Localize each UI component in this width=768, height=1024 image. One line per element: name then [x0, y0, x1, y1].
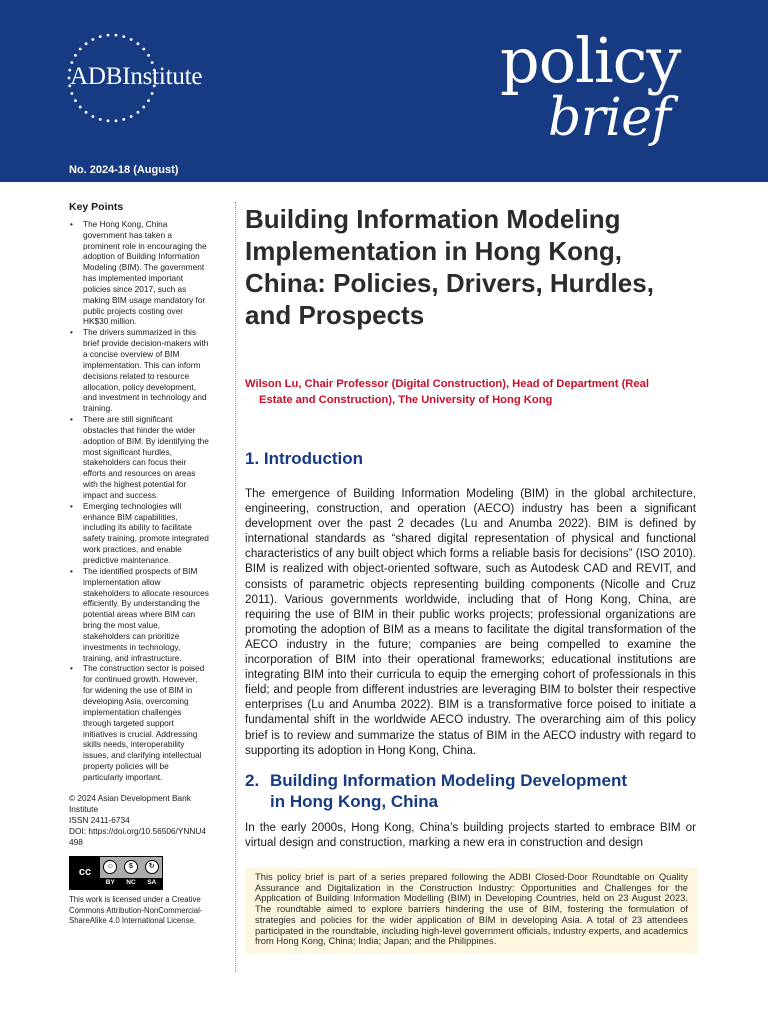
section-2-title-line1: Building Information Modeling Development — [270, 771, 627, 790]
key-point-item: • There are still significant obstacles that hinder the wider adoption of BIM. By identifying the most significant hurdles, stakeholders can focus their efforts and resources on areas with the highest potential for impact and success. — [69, 414, 209, 501]
document-title: Building Information Modeling Implementation in Hong Kong, China: Policies, Drivers, Hurdles, and Prospects — [245, 204, 654, 330]
section-2-title-line2: in Hong Kong, China — [270, 792, 439, 811]
header-banner — [0, 0, 768, 182]
logo-dot — [147, 54, 150, 57]
creative-commons-badge[interactable] — [69, 856, 163, 890]
logo-dot — [137, 111, 140, 114]
cc-license-icons — [100, 857, 162, 889]
series-note-box: This policy brief is part of a series prepared following the ADBI Closed-Door Roundtable on Quality Assurance and Digitalization in the Construction Industry: Opportunities and Challenges for the Application of Building Information Modelling (BIM) in Developing Countries, held on 23 August 2023. The roundtable aimed to explore barriers hindering the use of BIM, fostering the formulation of strategies and policies for the wider application of BIM in developing Asia. A total of 23 attendees participated in the roundtable, including high-level government officials, industry experts, and academics from Hong Kong, China; India; Japan; and the Philippines. — [245, 868, 698, 954]
cc-nc-label: NC — [126, 878, 136, 886]
key-point-item: • The Hong Kong, China government has taken a prominent role in encouraging the adoption of Building Information Modeling (BIM). The government has implemented important policies since 2017, such as making BIM usage mandatory for public projects costing over HK$30 million. — [69, 219, 209, 327]
cc-sa-label: SA — [147, 878, 157, 886]
logo-dot — [107, 34, 110, 37]
logo-dot — [147, 99, 150, 102]
attribution-person-icon: ☺ — [103, 860, 117, 874]
logo-dot — [74, 54, 77, 57]
section-2-paragraph: In the early 2000s, Hong Kong, China’s building projects started to embrace BIM or virtual design and construction, marking a new era in construction and design — [245, 821, 696, 850]
key-points-heading: Key Points — [69, 201, 124, 213]
logo-dot — [79, 48, 82, 51]
key-point-item: • The identified prospects of BIM implementation allow stakeholders to allocate resources efficiently. By understanding the potential areas where BIM can bring the most value, stakeholders can prioritize investments in technology, training, and infrastructure. — [69, 566, 209, 664]
introduction-paragraph: The emergence of Building Information Modeling (BIM) in the global architecture, engineering, construction, and operation (AECO) industry has been a significant development over the past 2 decades (Lu and Anumba 2022). BIM is defined by international standards as “shared digital representation of physical and functional characteristics of any built object which forms a reliable basis for decisions” (ISO 2010). BIM is realized with object-oriented software, such as Autodesk CAD and REVIT, and consists of parametric objects representing building components (Nicolle and Cruz 2011). Various governments worldwide, including that of Hong Kong, China, are requiring the use of BIM in their public works projects; professional organizations are promoting the adoption of BIM as a means to facilitate the digital transformation of the AECO industry in the future; companies are being compelled to examine the incorporation of BIM into their operational frameworks; educational institutions are integrating BIM into their curricula to equip the emerging cohort of professionals in this field; and people from different industries are leveraging BIM to bolster their respective enterprises (Lu and Anumba 2022). BIM is a transformative force poised to initiate a fundamental shift in the worldwide AECO industry. The overarching aim of this policy brief is to review and summarize the status of BIM in the AECO industry with regard to supporting its adoption in Hong Kong, China. — [245, 487, 696, 757]
adbi-logo-text: ADBInstitute — [70, 63, 203, 90]
logo-dot — [107, 119, 110, 122]
logo-dot — [142, 106, 145, 109]
logo-dot — [91, 38, 94, 41]
publication-info — [69, 793, 209, 848]
key-points-sidebar — [69, 202, 209, 927]
logo-dot — [137, 42, 140, 45]
logo-dot — [99, 35, 102, 38]
logo-dot — [151, 92, 154, 95]
logo-dot — [71, 92, 74, 95]
sharealike-cycle-icon: ↻ — [145, 860, 159, 874]
key-points-list — [69, 219, 209, 783]
author-line: Wilson Lu, Chair Professor (Digital Construction), Head of Department (Real Estate and Construction), The University of Hong Kong — [245, 378, 649, 406]
doi-link[interactable]: DOI: https://doi.org/10.56506/YNNU4498 — [69, 825, 206, 847]
policy-wordmark: policy — [500, 24, 681, 97]
noncommercial-dollar-icon: $ — [124, 860, 138, 874]
logo-dot — [85, 111, 88, 114]
key-point-item: • Emerging technologies will enhance BIM capabilities, including its ability to facilitate safety training, promote integrated work practices, and enable predictive maintenance. — [69, 501, 209, 566]
logo-dot — [91, 115, 94, 118]
logo-dot — [122, 35, 125, 38]
logo-dot — [85, 42, 88, 45]
logo-dot — [130, 115, 133, 118]
section-2-heading — [245, 770, 685, 812]
section-1-heading: 1. Introduction — [245, 449, 364, 468]
issue-number: No. 2024-18 (August) — [69, 164, 179, 176]
key-point-item: • The construction sector is poised for continued growth. However, for widening the use of BIM in developing Asia, overcoming implementation challenges through targeted support initiatives is crucial. Addressing skills needs, interoperability issues, and clarifying intellectual property policies will be particularly important. — [69, 663, 209, 782]
brief-wordmark: brief — [548, 88, 671, 148]
cc-by-label: BY — [105, 878, 115, 886]
logo-dot — [99, 118, 102, 121]
logo-dot — [130, 38, 133, 41]
logo-dot — [115, 119, 118, 122]
copyright-text: © 2024 Asian Development Bank Institute — [69, 792, 191, 814]
logo-dot — [74, 99, 77, 102]
issn-text: ISSN 2411-6734 — [69, 814, 130, 825]
logo-dot — [122, 118, 125, 121]
logo-dot — [115, 34, 118, 37]
logo-dot — [142, 48, 145, 51]
license-text: This work is licensed under a Creative Commons Attribution-NonCommercial-ShareAlike 4.0 International License. — [69, 894, 203, 926]
column-divider — [235, 202, 236, 972]
key-point-item: • The drivers summarized in this brief provide decision-makers with a concise overview of BIM implementation. This can inform decisions related to resource allocation, policy development, and investment in technology and training. — [69, 327, 209, 414]
cc-logo-icon: cc — [70, 857, 100, 889]
logo-dot — [79, 106, 82, 109]
section-2-number: 2. — [245, 771, 260, 790]
